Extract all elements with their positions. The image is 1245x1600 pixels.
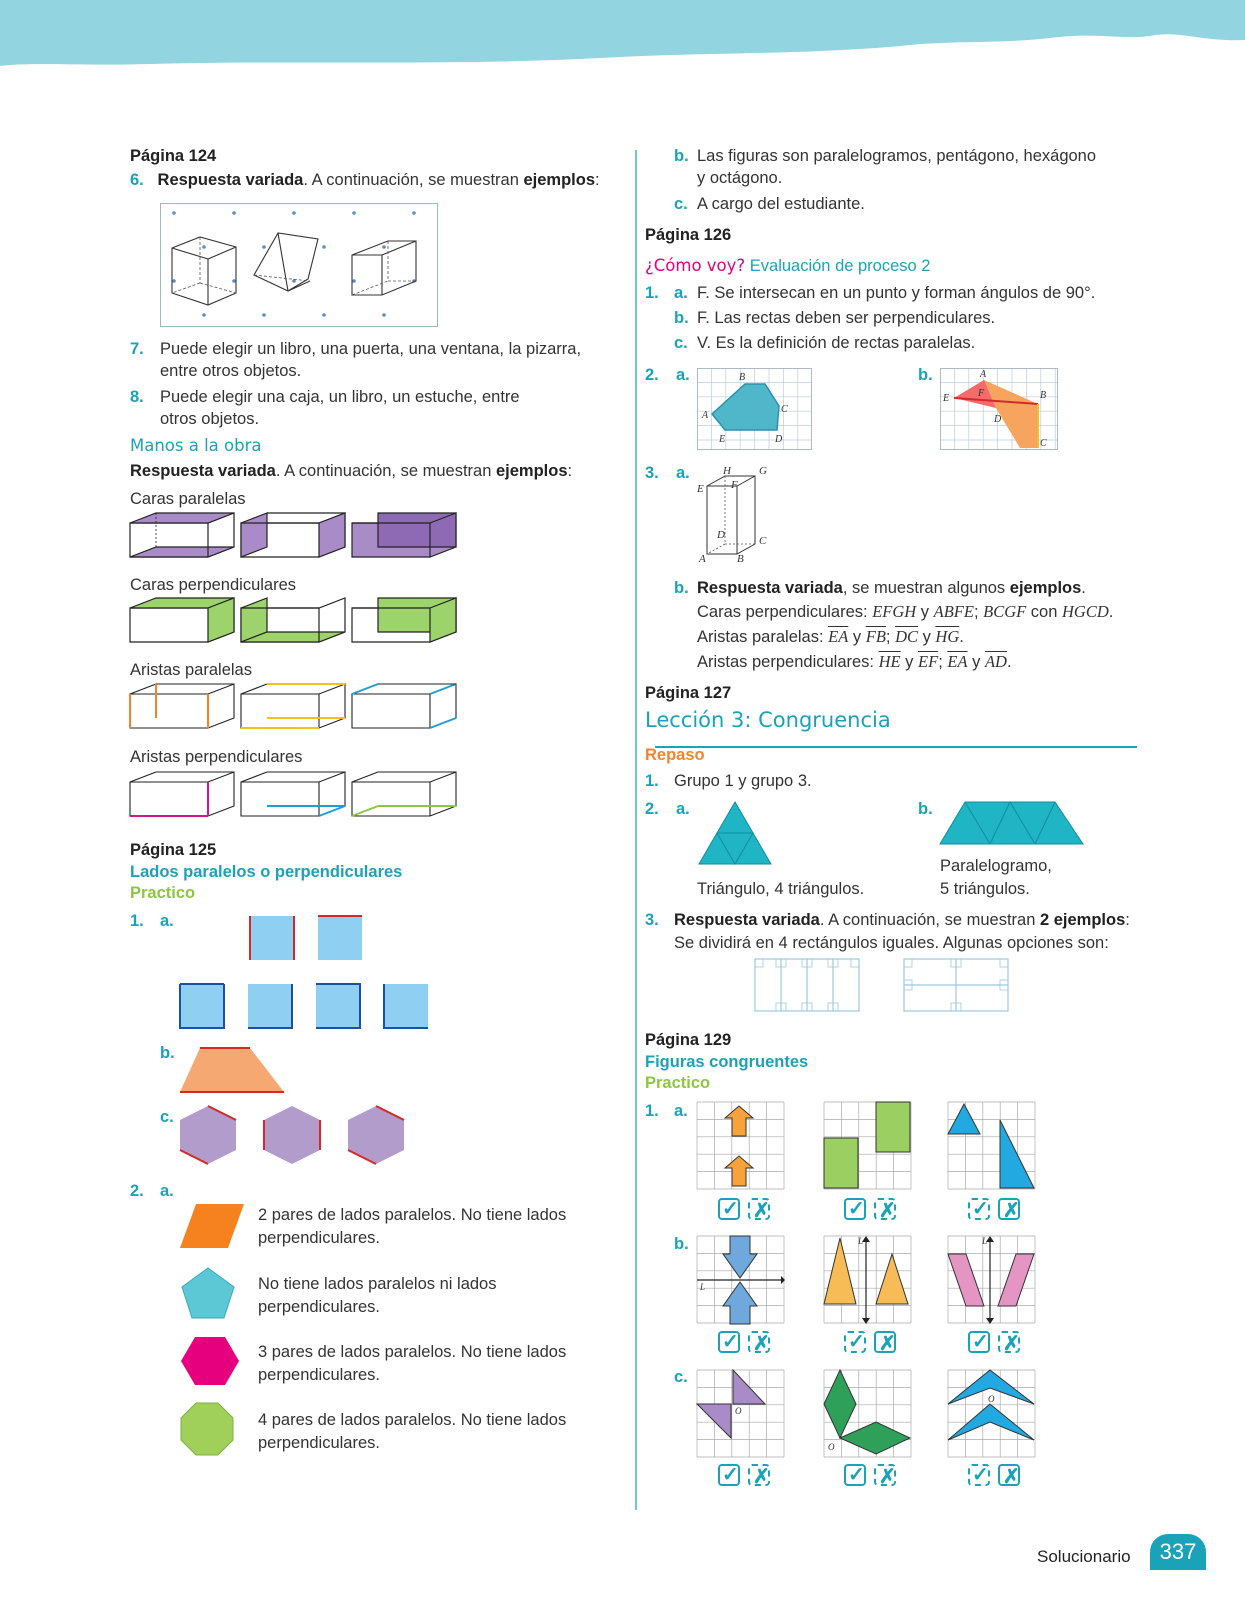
check-mark-icon: ✓ (848, 1464, 865, 1486)
manos-colon: : (567, 462, 573, 480)
svg-text:O: O (735, 1406, 742, 1416)
q1a-label: a. (160, 912, 174, 930)
rotated-triangles-grid (697, 1370, 785, 1458)
pentagon-grid-figure (697, 368, 812, 450)
page-126-heading: Página 126 (645, 226, 732, 244)
cross-mark-icon: ✗ (1003, 1200, 1020, 1222)
reflected-triangles-grid (824, 1236, 912, 1324)
parallelogram-caption-1: Paralelogramo, (940, 857, 1052, 875)
aristas-perpendiculares-label: Aristas perpendiculares (130, 748, 303, 766)
como-voy-line (645, 256, 930, 277)
shape-1-desc-line-1: 2 pares de lados paralelos. No tiene lados (258, 1206, 567, 1224)
ap-edge-1: $\overline{EA}$ (828, 627, 849, 646)
r1a-text: F. Se intersecan en un punto y forman ángulos de 90°. (697, 284, 1096, 302)
cp-face-2: ABFE (933, 602, 974, 621)
ap-edge-2: $\overline{FB}$ (865, 627, 886, 646)
cp-label: Caras perpendiculares: (697, 603, 873, 621)
footer-label: Solucionario (1037, 1547, 1131, 1566)
aq-end: . (1006, 653, 1012, 671)
ap-y2: y (918, 628, 936, 646)
svg-text:B: B (737, 553, 744, 565)
reflected-arrows-grid (697, 1236, 785, 1324)
svg-text:F: F (978, 388, 985, 399)
g1-number: 1. (645, 772, 659, 790)
squares-parallel-sides-figure (180, 914, 440, 1044)
g3-text (674, 911, 1130, 931)
svg-text:L: L (700, 1282, 706, 1292)
g3-number: 3. (645, 911, 659, 929)
r3b-bold-c: ejemplos (1009, 579, 1082, 597)
svg-text:D: D (775, 434, 783, 445)
lesson-rule (655, 746, 1137, 748)
caras-perpendiculares-label: Caras perpendiculares (130, 576, 297, 594)
triangles-grid-a (948, 1102, 1036, 1190)
ap-end: . (959, 628, 964, 646)
grid-dot (202, 313, 206, 317)
page-125-heading: Página 125 (130, 841, 217, 859)
grid-dot (262, 245, 266, 249)
item-6-number: 6. (130, 171, 144, 189)
h1c-label: c. (674, 1368, 688, 1386)
parallelogram-caption-2: 5 triángulos. (940, 880, 1030, 898)
congruent-arrows-grid (697, 1102, 785, 1190)
g2b-label: b. (918, 800, 933, 818)
aristas-paralelas-figure (130, 684, 460, 734)
svg-text:B: B (1040, 390, 1047, 401)
grid-dot (322, 245, 326, 249)
r3a-label: a. (676, 464, 690, 482)
rotated-arrowheads-grid (948, 1370, 1036, 1458)
g2-number: 2. (645, 800, 659, 818)
rectangle-divisions-figure (754, 958, 1014, 1014)
h1a-label: a. (674, 1102, 688, 1120)
cross-mark-icon: ✗ (753, 1200, 770, 1222)
check-mark-icon: ✓ (972, 1331, 989, 1353)
shape-4-desc-line-1: 4 pares de lados paralelos. No tiene lados (258, 1411, 567, 1429)
page-number-badge: 337 (1150, 1534, 1206, 1570)
manos-bold-a: Respuesta variada (130, 462, 276, 480)
svg-text:E: E (943, 393, 950, 404)
check-mark-icon: ✓ (972, 1198, 989, 1220)
h1b-label: b. (674, 1235, 689, 1253)
g3-bold-a: Respuesta variada (674, 911, 820, 929)
aq-edge-4: $\overline{AD}$ (984, 652, 1007, 671)
item-6-bold-c: ejemplos (523, 171, 596, 189)
practico-heading-right: Practico (645, 1074, 711, 1092)
aristas-paralelas-label: Aristas paralelas (130, 661, 252, 679)
lados-heading: Lados paralelos o perpendiculares (130, 863, 403, 881)
grid-dot (292, 211, 296, 215)
q1b-label: b. (160, 1044, 175, 1062)
aq-edge-3: $\overline{EA}$ (947, 652, 968, 671)
svg-text:A: A (980, 369, 987, 380)
check-mark-icon: ✓ (848, 1331, 865, 1353)
ap-edge-4: $\overline{HG}$ (935, 627, 960, 646)
item-7-line-1: Puede elegir un libro, una puerta, una ventana, la pizarra, (160, 340, 582, 358)
item-8-line-1: Puede elegir una caja, un libro, un estuche, entre (160, 388, 520, 406)
r2a-label: a. (676, 366, 690, 384)
grid-dot (352, 279, 356, 283)
prism-figure (697, 466, 777, 566)
figuras-congruentes-heading: Figuras congruentes (645, 1053, 809, 1071)
rotated-rhombus-grid (824, 1370, 912, 1458)
octagon-shape (180, 1402, 234, 1456)
ap-sep: ; (885, 628, 896, 646)
hexagons-figure (180, 1104, 420, 1168)
trapezoid-figure (180, 1046, 290, 1094)
shape-4-desc-line-2: perpendiculares. (258, 1434, 380, 1452)
svg-text:H: H (723, 465, 731, 477)
ap-y: y (848, 628, 866, 646)
caras-perp-line (697, 602, 1113, 623)
grid-dot (202, 245, 206, 249)
grid-dot (232, 211, 236, 215)
cp-face-1: EFGH (872, 602, 917, 621)
aristas-par-line (697, 627, 964, 648)
r-b-line-2: y octágono. (697, 169, 783, 187)
item-8-number: 8. (130, 388, 144, 406)
r1c-label: c. (674, 334, 688, 352)
aq-edge-2: $\overline{EF}$ (918, 652, 939, 671)
cp-con: con (1026, 603, 1062, 621)
svg-text:O: O (988, 1394, 995, 1404)
check-mark-icon: ✓ (972, 1464, 989, 1486)
item-6-text: . A continuación, se muestran (303, 171, 524, 189)
aristas-perp-line (697, 652, 1012, 673)
column-divider (635, 150, 637, 1510)
svg-text:O: O (828, 1442, 835, 1452)
svg-text:C: C (1040, 438, 1047, 449)
item-7-line-2: entre otros objetos. (160, 362, 302, 380)
svg-text:E: E (697, 483, 704, 495)
r1-number: 1. (645, 284, 659, 302)
shape-1-desc-line-2: perpendiculares. (258, 1229, 380, 1247)
aq-y2: y (967, 653, 985, 671)
r-c-text: A cargo del estudiante. (697, 195, 865, 213)
caras-paralelas-label: Caras paralelas (130, 490, 246, 508)
q2a-label: a. (160, 1182, 174, 1200)
grid-dot (172, 279, 176, 283)
svg-text:A: A (702, 410, 709, 421)
cp-face-4: HGCD (1061, 602, 1109, 621)
item-7 (130, 340, 144, 360)
r1a-label: a. (674, 284, 688, 302)
r2-number: 2. (645, 366, 659, 384)
svg-text:E: E (719, 434, 726, 445)
cp-end: . (1108, 603, 1114, 621)
dot-grid-solids-figure (160, 203, 438, 327)
evaluacion-label: Evaluación de proceso 2 (749, 257, 931, 275)
r-b-line-1: Las figuras son paralelogramos, pentágono, hexágono (697, 147, 1097, 165)
page-124-heading: Página 124 (130, 147, 217, 165)
grid-dot (172, 211, 176, 215)
cross-mark-icon: ✗ (753, 1333, 770, 1355)
q2-number: 2. (130, 1182, 144, 1200)
triangle-4-figure (697, 800, 773, 866)
page-127-heading: Página 127 (645, 684, 732, 702)
grid-dot (382, 313, 386, 317)
grid-dot (322, 313, 326, 317)
r3b-label: b. (674, 579, 689, 597)
h1-number: 1. (645, 1102, 659, 1120)
r1b-label: b. (674, 309, 689, 327)
svg-text:D: D (717, 529, 725, 541)
check-mark-icon: ✓ (722, 1331, 739, 1353)
g1-text: Grupo 1 y grupo 3. (674, 772, 812, 790)
lesson-title: Lección 3: Congruencia (645, 708, 891, 732)
polygon-grid-figure-b (940, 368, 1058, 450)
repaso-heading: Repaso (645, 746, 705, 764)
shape-2-desc-line-1: No tiene lados paralelos ni lados (258, 1275, 497, 1293)
manos-answer (130, 462, 572, 482)
grid-dot (232, 279, 236, 283)
q1c-label: c. (160, 1108, 174, 1126)
hexagon-magenta-shape (180, 1336, 240, 1386)
manos-bold-c: ejemplos (495, 462, 568, 480)
item-6 (130, 171, 600, 191)
svg-text:C: C (759, 535, 767, 547)
svg-text:G: G (759, 465, 767, 477)
practico-heading-left: Practico (130, 884, 196, 902)
cross-mark-icon: ✗ (1003, 1333, 1020, 1355)
g3-line-2: Se dividirá en 4 rectángulos iguales. Algunas opciones son: (674, 934, 1109, 952)
shape-2-desc-line-2: perpendiculares. (258, 1298, 380, 1316)
svg-text:D: D (994, 414, 1002, 425)
shape-3-desc-line-1: 3 pares de lados paralelos. No tiene lados (258, 1343, 567, 1361)
grid-dot (262, 313, 266, 317)
r3b-dot: . (1081, 579, 1086, 597)
parallelogram-orange-shape (180, 1202, 246, 1252)
aristas-perpendiculares-figure (130, 772, 460, 822)
r3b-bold-a: Respuesta variada (697, 579, 843, 597)
header-band (0, 0, 1245, 90)
svg-text:C: C (781, 404, 788, 415)
cross-mark-icon: ✗ (879, 1200, 896, 1222)
parallelogram-5-figure (940, 800, 1085, 846)
check-mark-icon: ✓ (848, 1198, 865, 1220)
shape-3-desc-line-2: perpendiculares. (258, 1366, 380, 1384)
page-129-heading: Página 129 (645, 1031, 732, 1049)
item-6-colon: : (595, 171, 600, 189)
g3-text-b: . A continuación, se muestran (819, 911, 1040, 929)
triangle-caption: Triángulo, 4 triángulos. (697, 880, 865, 898)
svg-text:L: L (858, 1236, 864, 1246)
grid-dot (382, 245, 386, 249)
r-b-label: b. (674, 147, 689, 165)
r2b-label: b. (918, 366, 933, 384)
ap-edge-3: $\overline{DC}$ (895, 627, 918, 646)
cross-mark-icon: ✗ (1003, 1466, 1020, 1488)
cp-y: y (916, 603, 934, 621)
reflected-parallelograms-grid (948, 1236, 1036, 1324)
r-c-label: c. (674, 195, 688, 213)
check-mark-icon: ✓ (722, 1198, 739, 1220)
cross-mark-icon: ✗ (879, 1466, 896, 1488)
cross-mark-icon: ✗ (753, 1466, 770, 1488)
cp-sep: ; (973, 603, 984, 621)
r1b-text: F. Las rectas deben ser perpendiculares. (697, 309, 996, 327)
caras-perpendiculares-figure (130, 598, 460, 648)
como-voy-label: ¿Cómo voy? (645, 256, 746, 275)
r3-number: 3. (645, 464, 659, 482)
r3b-text-b: , se muestran algunos (842, 579, 1010, 597)
aq-edge-1: $\overline{HE}$ (878, 652, 901, 671)
manos-a-la-obra-heading: Manos a la obra (130, 436, 262, 455)
aq-label: Aristas perpendiculares: (697, 653, 879, 671)
svg-text:F: F (731, 479, 738, 491)
item-8-line-2: otros objetos. (160, 410, 260, 428)
check-mark-icon: ✓ (722, 1464, 739, 1486)
svg-text:A: A (699, 553, 706, 565)
aq-sep: ; (938, 653, 948, 671)
g3-colon: : (1125, 911, 1130, 929)
q1-number: 1. (130, 912, 144, 930)
pentagon-shape (180, 1266, 236, 1320)
g3-bold-c: 2 ejemplos (1039, 911, 1126, 929)
manos-text: . A continuación, se muestran (275, 462, 496, 480)
caras-paralelas-figure (130, 513, 460, 563)
item-8 (130, 388, 144, 408)
cp-face-3: BCGF (983, 602, 1027, 621)
r3b-text (697, 579, 1086, 599)
svg-text:L: L (982, 1236, 988, 1246)
cross-mark-icon: ✗ (879, 1333, 896, 1355)
aq-y: y (900, 653, 919, 671)
svg-text:B: B (739, 372, 746, 383)
ap-label: Aristas paralelas: (697, 628, 829, 646)
congruent-rectangles-grid (824, 1102, 912, 1190)
item-6-bold-a: Respuesta variada (157, 171, 304, 189)
r1c-text: V. Es la definición de rectas paralelas. (697, 334, 976, 352)
grid-dot (352, 211, 356, 215)
grid-dot (412, 211, 416, 215)
g2a-label: a. (676, 800, 690, 818)
item-7-number: 7. (130, 340, 144, 358)
